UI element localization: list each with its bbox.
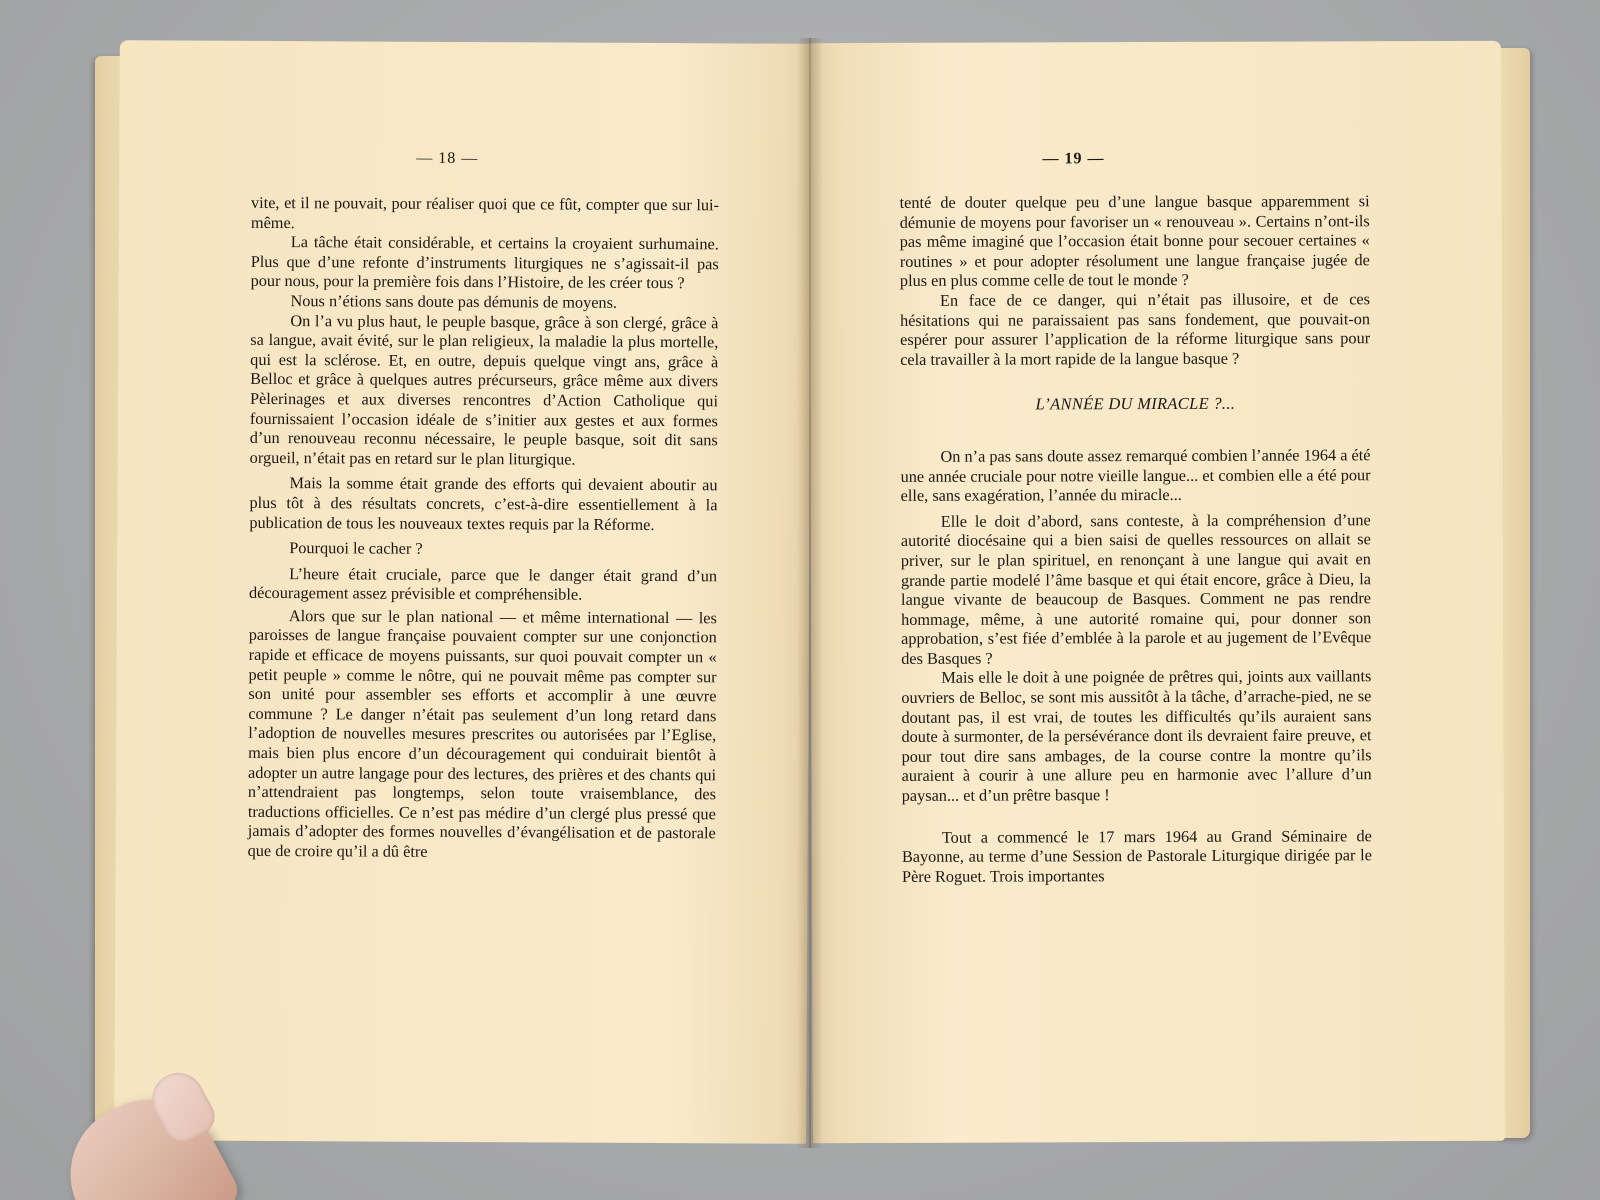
right-page-text — [900, 191, 1372, 886]
paragraph: On n’a pas sans doute assez remarqué combien l’année 1964 a été une année cruciale pour notre vieille langue... et combien elle a été pour elle, sans exagération, l’année du miracle... — [900, 445, 1371, 506]
book-gutter — [797, 38, 823, 1148]
paragraph: Tout a commencé le 17 mars 1964 au Grand Séminaire de Bayonne, au terme d’une Session de Pastorale Liturgique dirigée par le Père Roguet. Trois importantes — [901, 825, 1372, 886]
paragraph: On l’a vu plus haut, le peuple basque, grâce à son clergé, grâce à sa langue, avait évité, sur le plan religieux, la maladie la plus mortelle, qui est la sclérose. Et, en outre, depuis quelque vingt ans, grâce à Belloc et grâce à quelques autres précurseurs, grâce même aux divers Pèlerinages et aux diverses rencontres d’Action Catholique qui fournissaient l’occasion idéale de s’initier aux gestes et aux formes d’un renouveau reconnu nécessaire, le peuple basque, soit dit sans orgueil, n’était pas en retard sur le plan liturgique. — [249, 310, 719, 469]
left-page — [114, 40, 812, 1144]
paragraph: Pourquoi le cacher ? — [289, 538, 423, 558]
paragraph: La tâche était considérable, et certains la croyaient surhumaine. Plus que d’une refonte d’instruments liturgiques ne s’agissait-il pas pour nous, pour la première fois dans l’Histoire, de les créer tous ? — [250, 232, 719, 293]
paragraph: Mais elle le doit à une poignée de prêtres qui, joints aux vaillants ouvriers de Belloc, se sont mis aussitôt à la tâche, d’arrache-pied, ne se doutant pas, il est vrai, de toutes les difficultés qu’ils auraient sans doute à surmonter, de la persévérance dont ils devraient faire preuve, et pour tout dire sans ambages, de la course contre la montre qu’ils auraient à courir à une allure peu en harmonie avec l’allure d’un paysan... et d’un prêtre basque ! — [901, 666, 1372, 805]
paragraph: Mais la somme était grande des efforts qui devaient aboutir au plus tôt à des résultats concrets, c’est-à-dire essentiellement à la publication de tous les nouveaux textes requis par la Réforme. — [249, 473, 718, 534]
section-heading: L’ANNÉE DU MIRACLE ?... — [1035, 394, 1236, 414]
holding-thumb — [70, 1062, 220, 1200]
paragraph: L’heure était cruciale, parce que le danger était grand d’un découragement assez prévisible et compréhensible. — [248, 563, 718, 604]
paragraph: En face de ce danger, qui n’était pas illusoire, et de ces hésitations qui ne paraissaient pas sans fondement, que pouvait-on espérer pour assurer l’application de la réforme liturgique sans pour cela travailler à la mort rapide de la langue basque ? — [900, 289, 1371, 369]
page-number-18: — 18 — — [416, 149, 479, 168]
thumb-skin — [46, 1075, 244, 1200]
paragraph: Nous n’étions sans doute pas démunis de moyens. — [290, 291, 618, 312]
paragraph: vite, et il ne pouvait, pour réaliser quoi que ce fût, compter que sur lui-même. — [250, 192, 720, 232]
paragraph: Alors que sur le plan national — et même international — les paroisses de langue française pouvaient compter sur une conjonction rapide et efficace de moyens puissants, sur quoi pouvait compter un « petit peuple » comme le nôtre, qui ne pouvait même pas compter sur son unité pour assembler ses efforts et accomplir à une œuvre commune ? Le danger n’était pas seulement d’un long retard dans l’adoption de nouvelles mesures prescrites ou autorisées par l’Eglise, mais bien plus encore d’un découragement qui conduirait bientôt à adopter un autre langage pour des lectures, des prières et des chants qui n’attendraient pas longtemps, selon toute vraisemblance, des traductions officielles. Ce n’est pas médire d’un clergé plus pressé que jamais d’adopter des formes nouvelles d’évangélisation et de pastorale que de croire qu’il a dû être — [247, 605, 717, 861]
open-booklet — [95, 38, 1530, 1158]
left-page-text — [248, 193, 719, 863]
paragraph: tenté de douter quelque peu d’une langue basque apparemment si démunie de moyens pour favoriser un « renouveau ». Certains n’ont-ils pas même imaginé que l’occasion était bonne pour secouer certaines « routines » et pour adopter résolument une langue française jugée de plus en plus comme celle de tout le monde ? — [899, 191, 1370, 291]
right-page — [809, 41, 1505, 1143]
paragraph: Elle le doit d’abord, sans conteste, à la compréhension d’une autorité diocésaine qui a bien saisi de quelles ressources on allait se priver, sur le plan spirituel, en renonçant à une langue qui avait en grande partie modelé l’âme basque et qui était encore, grâce à Dieu, la langue vivante de beaucoup de Basques. Comment ne pas rendre hommage, même, à une autorité romaine qui, pour donner son approbation, s’est fiée d’emblée à la parole et au jugement de l’Evêque des Basques ? — [900, 509, 1372, 668]
page-number-19: — 19 — — [1042, 150, 1105, 168]
